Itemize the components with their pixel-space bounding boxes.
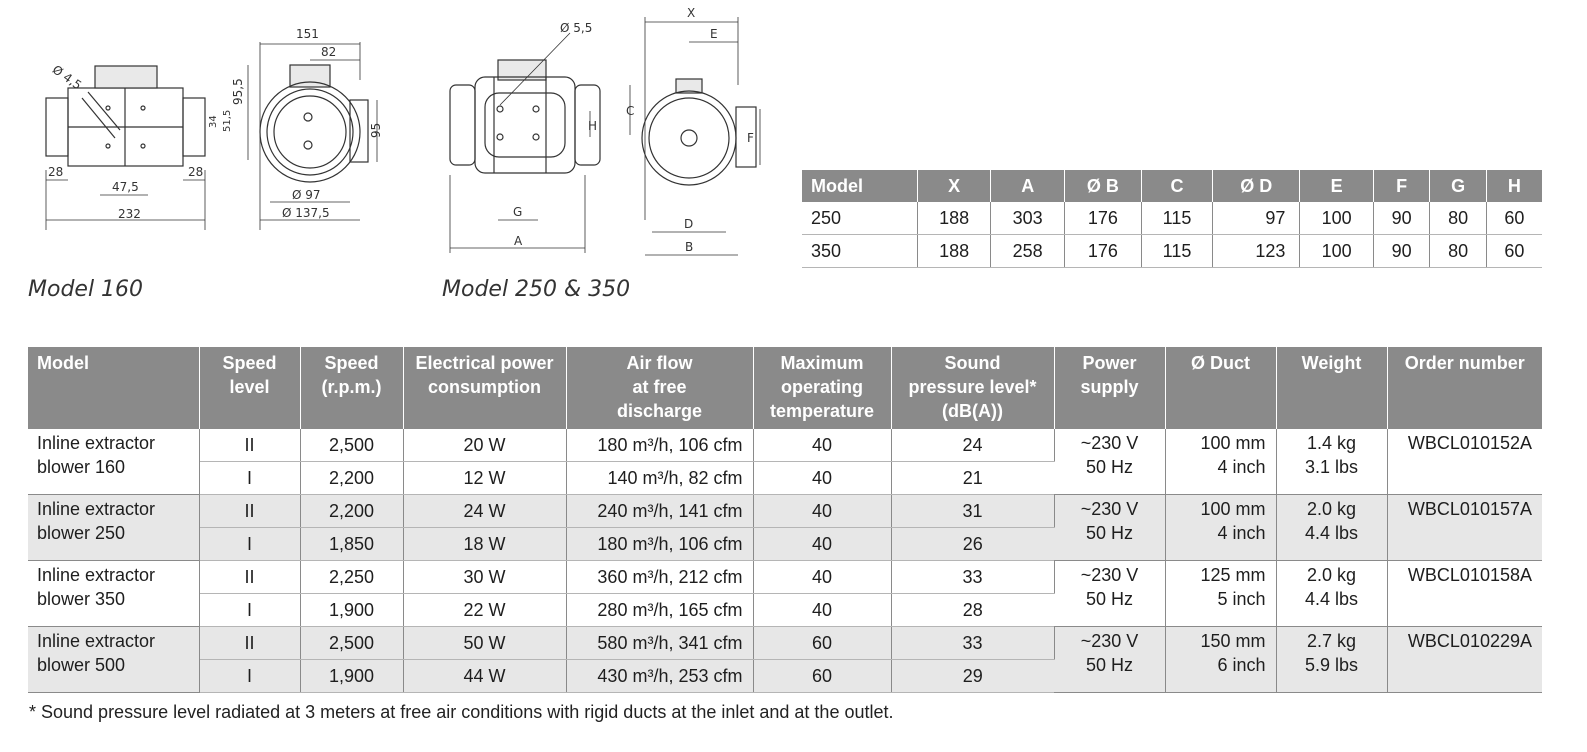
dim-cell: 97 (1213, 202, 1300, 235)
order-number-cell: WBCL010158A (1387, 561, 1542, 627)
dim-header-cell: F (1373, 170, 1429, 202)
dim-cell: 303 (991, 202, 1065, 235)
airflow-cell: 180 m³/h, 106 cfm (566, 528, 753, 561)
dim-B: B (685, 240, 694, 254)
table-row (28, 627, 1542, 660)
speed-level-cell: I (199, 594, 300, 627)
model-name-cell (28, 561, 199, 627)
dim-header-cell: C (1141, 170, 1212, 202)
dim-E: E (710, 27, 718, 41)
weight-cell (1276, 495, 1387, 561)
header-order: Order number (1387, 347, 1542, 429)
cell-line: 100 mm (1200, 433, 1266, 453)
speed-rpm-cell: 2,250 (300, 561, 403, 594)
power-cell: 24 W (403, 495, 566, 528)
dim-cell: 115 (1141, 235, 1212, 268)
dim-l28b: 28 (188, 165, 204, 179)
dim-header-cell: Ø D (1213, 170, 1300, 202)
cell-line: 3.1 lbs (1304, 457, 1359, 477)
cell-line: 50 Hz (1085, 457, 1134, 477)
dim-d34: 34 (208, 115, 219, 128)
dim-header-cell: E (1300, 170, 1374, 202)
order-number-cell: WBCL010229A (1387, 627, 1542, 693)
dim-cell: 100 (1300, 235, 1374, 268)
model-250-350-caption: Model 250 & 350 (442, 277, 631, 302)
airflow-cell: 280 m³/h, 165 cfm (566, 594, 753, 627)
dim-cell: 60 (1486, 202, 1542, 235)
order-number-cell: WBCL010152A (1387, 429, 1542, 495)
dim-w82: 82 (321, 45, 337, 59)
cell-line: 4 inch (1217, 523, 1266, 543)
dim-l475: 47,5 (112, 180, 139, 194)
table-row (28, 561, 1542, 594)
dim-cell: 80 (1430, 235, 1486, 268)
sound-cell: 31 (891, 495, 1054, 528)
cell-line: 5 inch (1217, 589, 1266, 609)
dim-h95: 95 (369, 122, 383, 138)
power-cell: 12 W (403, 462, 566, 495)
table-row (802, 202, 1542, 235)
dim-cell: 90 (1373, 202, 1429, 235)
dim-l232: 232 (118, 207, 141, 221)
cell-line: Inline extractor (37, 499, 156, 519)
dim-cell: 258 (991, 235, 1065, 268)
dim-d515: 51,5 (222, 109, 233, 132)
cell-line: 50 Hz (1085, 589, 1134, 609)
cell-line: 2.7 kg (1306, 631, 1357, 651)
cell-line: blower 160 (37, 457, 126, 477)
cell-line: ~230 V (1080, 433, 1139, 453)
speed-level-cell: II (199, 627, 300, 660)
dim-d55: Ø 5,5 (560, 21, 593, 35)
dim-cell: 90 (1373, 235, 1429, 268)
speed-level-cell: I (199, 660, 300, 693)
cell-line: 50 Hz (1085, 655, 1134, 675)
duct-cell (1165, 561, 1276, 627)
cell-line: 50 Hz (1085, 523, 1134, 543)
header-duct: Ø Duct (1165, 347, 1276, 429)
cell-line: 6 inch (1217, 655, 1266, 675)
cell-line: 125 mm (1200, 565, 1266, 585)
max-temp-cell: 60 (753, 660, 891, 693)
airflow-cell: 360 m³/h, 212 cfm (566, 561, 753, 594)
max-temp-cell: 40 (753, 528, 891, 561)
model-name-cell (28, 495, 199, 561)
model-name-cell (28, 627, 199, 693)
airflow-cell: 580 m³/h, 341 cfm (566, 627, 753, 660)
max-temp-cell: 40 (753, 561, 891, 594)
table-row (28, 429, 1542, 462)
sound-cell: 29 (891, 660, 1054, 693)
speed-rpm-cell: 1,900 (300, 660, 403, 693)
airflow-cell: 140 m³/h, 82 cfm (566, 462, 753, 495)
speed-rpm-cell: 2,500 (300, 429, 403, 462)
cell-line: Inline extractor (37, 565, 156, 585)
model-160-caption: Model 160 (28, 277, 144, 302)
dim-cell: 188 (917, 235, 991, 268)
cell-line: 1.4 kg (1306, 433, 1357, 453)
speed-rpm-cell: 2,200 (300, 462, 403, 495)
cell-line: 2.0 kg (1306, 499, 1357, 519)
speed-level-cell: II (199, 495, 300, 528)
dim-cell: 188 (917, 202, 991, 235)
dim-cell: 176 (1064, 202, 1141, 235)
dim-cell: 80 (1430, 202, 1486, 235)
dim-cell: 60 (1486, 235, 1542, 268)
power-cell: 30 W (403, 561, 566, 594)
cell-line: 5.9 lbs (1304, 655, 1359, 675)
dim-X: X (687, 6, 696, 20)
dim-d1375: Ø 137,5 (282, 206, 330, 220)
dim-H: H (588, 119, 598, 133)
cell-line: ~230 V (1080, 565, 1139, 585)
header-power: Electrical power consumption (403, 347, 566, 429)
cell-line: Inline extractor (37, 433, 156, 453)
dim-l28a: 28 (48, 165, 64, 179)
cell-line: Inline extractor (37, 631, 156, 651)
dim-cell: 115 (1141, 202, 1212, 235)
header-supply: Power supply (1054, 347, 1165, 429)
specifications-table (28, 347, 1542, 693)
airflow-cell: 240 m³/h, 141 cfm (566, 495, 753, 528)
airflow-cell: 430 m³/h, 253 cfm (566, 660, 753, 693)
duct-cell (1165, 429, 1276, 495)
speed-rpm-cell: 2,500 (300, 627, 403, 660)
header-speed-rpm: Speed (r.p.m.) (300, 347, 403, 429)
dim-A: A (514, 234, 523, 248)
dim-w151: 151 (296, 27, 319, 41)
cell-line: 4 inch (1217, 457, 1266, 477)
table-row (802, 235, 1542, 268)
header-max-temp: Maximum operating temperature (753, 347, 891, 429)
speed-level-cell: II (199, 429, 300, 462)
sound-cell: 21 (891, 462, 1054, 495)
model-250-350-drawing (440, 5, 780, 260)
dimensions-table (802, 170, 1542, 268)
dim-d97: Ø 97 (292, 188, 321, 202)
cell-line: 150 mm (1200, 631, 1266, 651)
header-speed-level: Speed level (199, 347, 300, 429)
dim-cell: 350 (802, 235, 917, 268)
weight-cell (1276, 627, 1387, 693)
max-temp-cell: 40 (753, 429, 891, 462)
cell-line: 100 mm (1200, 499, 1266, 519)
speed-rpm-cell: 2,200 (300, 495, 403, 528)
footnote: * Sound pressure level radiated at 3 meters at free air conditions with rigid ducts at the inlet and at the outlet. (29, 702, 894, 722)
model-160-drawing (20, 20, 400, 240)
model-name-cell (28, 429, 199, 495)
spec-header-row (28, 347, 1542, 429)
dim-d45: Ø 4,5 (49, 62, 85, 93)
dim-header-cell: X (917, 170, 991, 202)
dim-G: G (513, 205, 523, 219)
power-cell: 50 W (403, 627, 566, 660)
max-temp-cell: 40 (753, 495, 891, 528)
dim-C: C (626, 104, 635, 118)
cell-line: 2.0 kg (1306, 565, 1357, 585)
dim-cell: 250 (802, 202, 917, 235)
header-airflow: Air flow at free discharge (566, 347, 753, 429)
header-sound: Sound pressure level* (dB(A)) (891, 347, 1054, 429)
dim-cell: 123 (1213, 235, 1300, 268)
sound-cell: 33 (891, 627, 1054, 660)
dim-header-cell: Model (802, 170, 917, 202)
speed-level-cell: II (199, 561, 300, 594)
duct-cell (1165, 495, 1276, 561)
dim-header-cell: A (991, 170, 1065, 202)
duct-cell (1165, 627, 1276, 693)
cell-line: blower 250 (37, 523, 126, 543)
order-number-cell: WBCL010157A (1387, 495, 1542, 561)
dim-D: D (684, 217, 694, 231)
dim-cell: 100 (1300, 202, 1374, 235)
power-cell: 22 W (403, 594, 566, 627)
cell-line: 4.4 lbs (1304, 523, 1359, 543)
airflow-cell: 180 m³/h, 106 cfm (566, 429, 753, 462)
dim-header-cell: H (1486, 170, 1542, 202)
sound-cell: 24 (891, 429, 1054, 462)
cell-line: ~230 V (1080, 499, 1139, 519)
cell-line: 4.4 lbs (1304, 589, 1359, 609)
speed-level-cell: I (199, 528, 300, 561)
max-temp-cell: 40 (753, 594, 891, 627)
power-cell: 44 W (403, 660, 566, 693)
sound-cell: 28 (891, 594, 1054, 627)
power-cell: 20 W (403, 429, 566, 462)
weight-cell (1276, 561, 1387, 627)
supply-cell (1054, 561, 1165, 627)
dim-header-cell: Ø B (1064, 170, 1141, 202)
sound-cell: 33 (891, 561, 1054, 594)
speed-rpm-cell: 1,850 (300, 528, 403, 561)
table-row (28, 495, 1542, 528)
header-model: Model (28, 347, 199, 429)
dimensions-header-row (802, 170, 1542, 202)
supply-cell (1054, 429, 1165, 495)
dim-header-cell: G (1430, 170, 1486, 202)
max-temp-cell: 40 (753, 462, 891, 495)
supply-cell (1054, 495, 1165, 561)
cell-line: blower 500 (37, 655, 126, 675)
header-weight: Weight (1276, 347, 1387, 429)
supply-cell (1054, 627, 1165, 693)
sound-cell: 26 (891, 528, 1054, 561)
max-temp-cell: 60 (753, 627, 891, 660)
speed-rpm-cell: 1,900 (300, 594, 403, 627)
dim-cell: 176 (1064, 235, 1141, 268)
speed-level-cell: I (199, 462, 300, 495)
dim-h955: 95,5 (231, 78, 245, 105)
cell-line: blower 350 (37, 589, 126, 609)
cell-line: ~230 V (1080, 631, 1139, 651)
power-cell: 18 W (403, 528, 566, 561)
dim-F: F (747, 131, 754, 145)
weight-cell (1276, 429, 1387, 495)
